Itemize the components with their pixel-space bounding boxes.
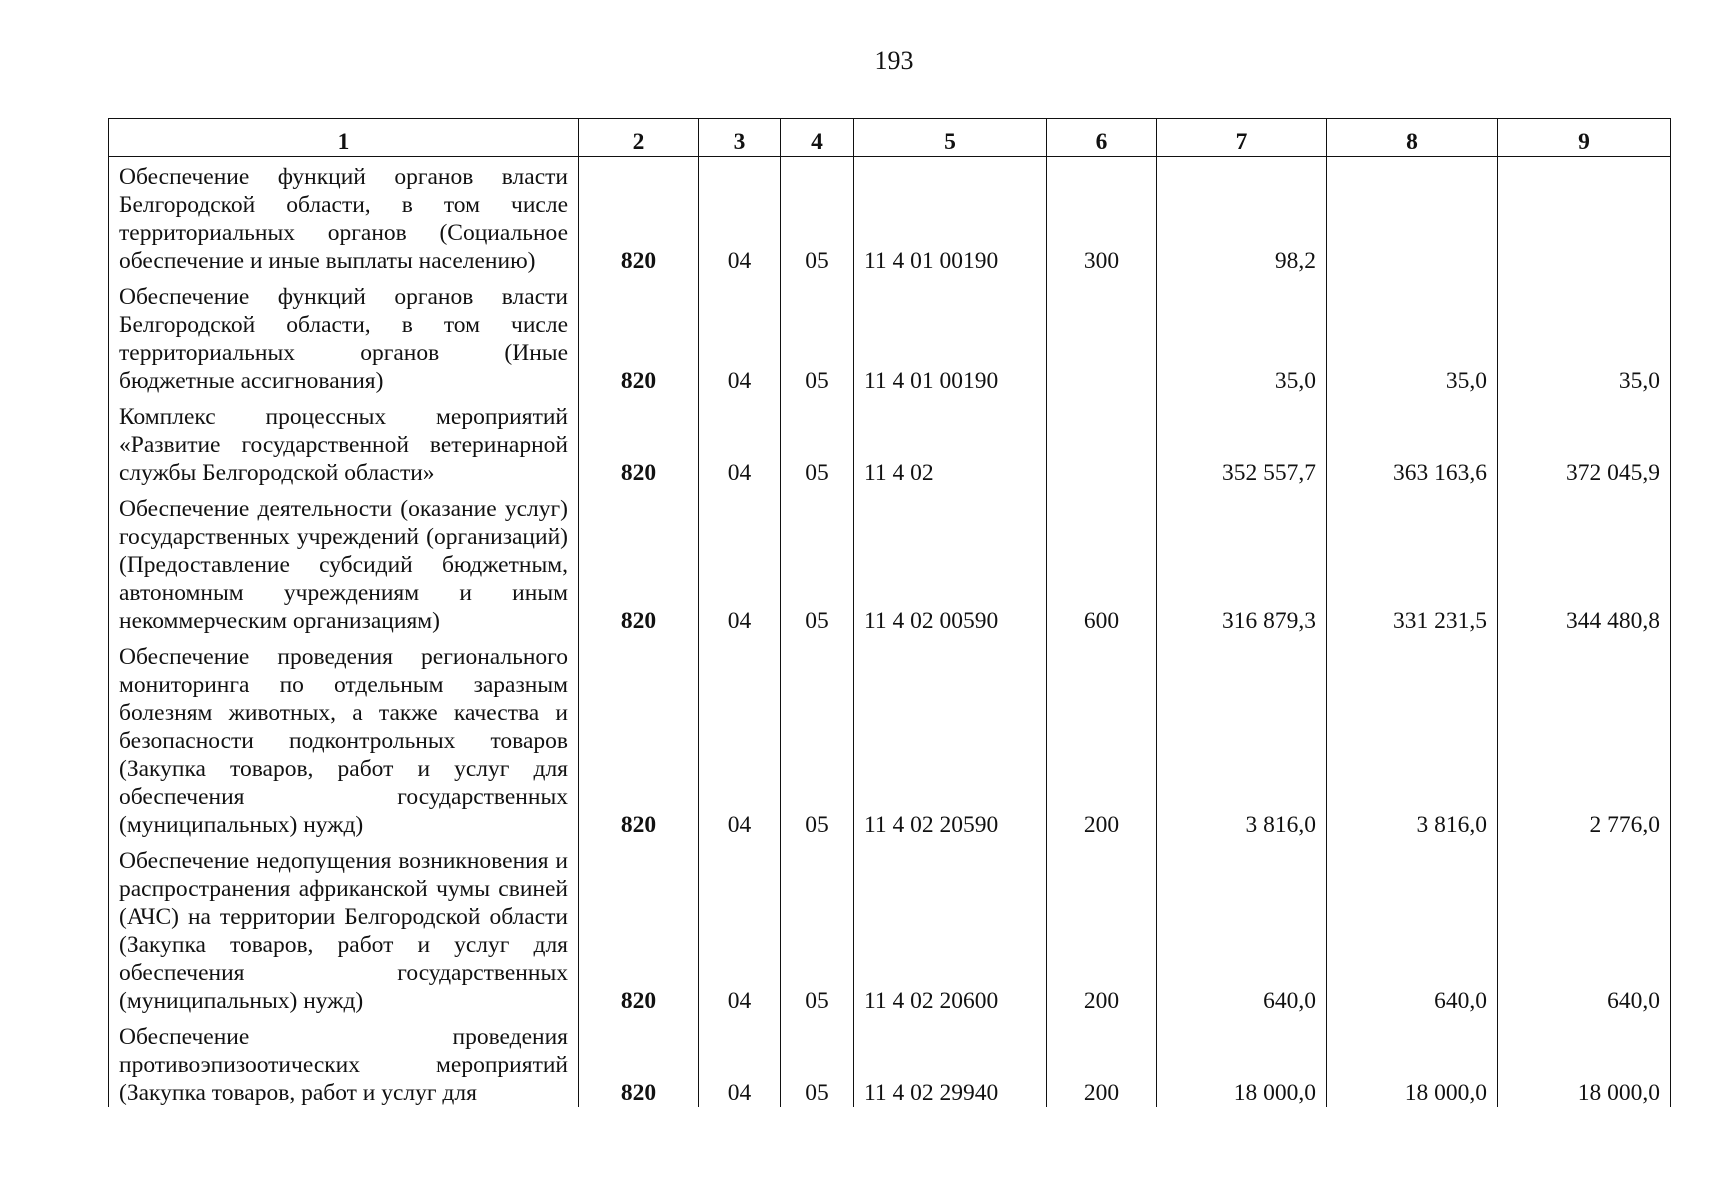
amount-col9: 372 045,9 — [1498, 397, 1671, 489]
table-row — [109, 277, 1671, 397]
subsection-code: 05 — [781, 397, 854, 489]
expense-type-code: 200 — [1047, 841, 1157, 1017]
amount-col7: 352 557,7 — [1157, 397, 1327, 489]
expense-type-code — [1047, 397, 1157, 489]
table-row — [109, 397, 1671, 489]
col-header-5: 5 — [854, 119, 1047, 157]
ministry-code: 820 — [579, 637, 699, 841]
subsection-code: 05 — [781, 841, 854, 1017]
expense-type-code: 300 — [1047, 157, 1157, 278]
ministry-code: 820 — [579, 397, 699, 489]
amount-col7: 316 879,3 — [1157, 489, 1327, 637]
section-code: 04 — [699, 841, 781, 1017]
table-row — [109, 157, 1671, 278]
col-header-7: 7 — [1157, 119, 1327, 157]
table-row — [109, 841, 1671, 1017]
subsection-code: 05 — [781, 489, 854, 637]
target-code: 11 4 02 20590 — [854, 637, 1047, 841]
amount-col9: 18 000,0 — [1498, 1017, 1671, 1107]
col-header-4: 4 — [781, 119, 854, 157]
col-header-3: 3 — [699, 119, 781, 157]
row-name: Комплекс процессных мероприятий «Развитие государственной ветеринарной службы Белгородской области» — [109, 397, 579, 489]
row-name: Обеспечение проведения регионального мониторинга по отдельным заразным болезням животных, а также качества и безопасности подконтрольных товаров (Закупка товаров, работ и услуг для обеспечения государственных (муниципальных) нужд) — [109, 637, 579, 841]
expense-type-code: 600 — [1047, 489, 1157, 637]
section-code: 04 — [699, 397, 781, 489]
table-row — [109, 1017, 1671, 1107]
section-code: 04 — [699, 157, 781, 278]
amount-col8: 640,0 — [1327, 841, 1498, 1017]
amount-col8: 331 231,5 — [1327, 489, 1498, 637]
amount-col9 — [1498, 157, 1671, 278]
expense-type-code: 200 — [1047, 637, 1157, 841]
amount-col7: 18 000,0 — [1157, 1017, 1327, 1107]
amount-col7: 3 816,0 — [1157, 637, 1327, 841]
ministry-code: 820 — [579, 157, 699, 278]
col-header-1: 1 — [109, 119, 579, 157]
row-name: Обеспечение деятельности (оказание услуг) государственных учреждений (организаций) (Предоставление субсидий бюджетным, автономным учреждениям и иным некоммерческим организациям) — [109, 489, 579, 637]
expense-type-code: 200 — [1047, 1017, 1157, 1107]
expense-type-code — [1047, 277, 1157, 397]
col-header-9: 9 — [1498, 119, 1671, 157]
amount-col7: 640,0 — [1157, 841, 1327, 1017]
amount-col9: 640,0 — [1498, 841, 1671, 1017]
section-code: 04 — [699, 1017, 781, 1107]
amount-col7: 35,0 — [1157, 277, 1327, 397]
amount-col7: 98,2 — [1157, 157, 1327, 278]
row-name: Обеспечение функций органов власти Белгородской области, в том числе территориальных органов (Иные бюджетные ассигнования) — [109, 277, 579, 397]
subsection-code: 05 — [781, 1017, 854, 1107]
amount-col8 — [1327, 157, 1498, 278]
page-number: 193 — [874, 46, 914, 75]
budget-table — [108, 118, 1671, 1107]
section-code: 04 — [699, 277, 781, 397]
amount-col8: 3 816,0 — [1327, 637, 1498, 841]
amount-col9: 344 480,8 — [1498, 489, 1671, 637]
col-header-8: 8 — [1327, 119, 1498, 157]
table-header — [109, 119, 1671, 157]
table-row — [109, 637, 1671, 841]
amount-col8: 363 163,6 — [1327, 397, 1498, 489]
target-code: 11 4 02 — [854, 397, 1047, 489]
target-code: 11 4 01 00190 — [854, 277, 1047, 397]
target-code: 11 4 02 29940 — [854, 1017, 1047, 1107]
table-body — [109, 157, 1671, 1108]
row-name: Обеспечение функций органов власти Белгородской области, в том числе территориальных органов (Социальное обеспечение и иные выплаты населению) — [109, 157, 579, 278]
amount-col8: 18 000,0 — [1327, 1017, 1498, 1107]
ministry-code: 820 — [579, 841, 699, 1017]
subsection-code: 05 — [781, 157, 854, 278]
target-code: 11 4 01 00190 — [854, 157, 1047, 278]
row-name: Обеспечение проведения противоэпизоотических мероприятий (Закупка товаров, работ и услуг для — [109, 1017, 579, 1107]
amount-col9: 2 776,0 — [1498, 637, 1671, 841]
subsection-code: 05 — [781, 637, 854, 841]
col-header-2: 2 — [579, 119, 699, 157]
amount-col9: 35,0 — [1498, 277, 1671, 397]
row-name: Обеспечение недопущения возникновения и распространения африканской чумы свиней (АЧС) на территории Белгородской области (Закупка товаров, работ и услуг для обеспечения государственных (муниципальных) нужд) — [109, 841, 579, 1017]
target-code: 11 4 02 20600 — [854, 841, 1047, 1017]
subsection-code: 05 — [781, 277, 854, 397]
header-row — [109, 119, 1671, 157]
ministry-code: 820 — [579, 489, 699, 637]
col-header-6: 6 — [1047, 119, 1157, 157]
section-code: 04 — [699, 489, 781, 637]
table-row — [109, 489, 1671, 637]
section-code: 04 — [699, 637, 781, 841]
amount-col8: 35,0 — [1327, 277, 1498, 397]
ministry-code: 820 — [579, 277, 699, 397]
target-code: 11 4 02 00590 — [854, 489, 1047, 637]
ministry-code: 820 — [579, 1017, 699, 1107]
